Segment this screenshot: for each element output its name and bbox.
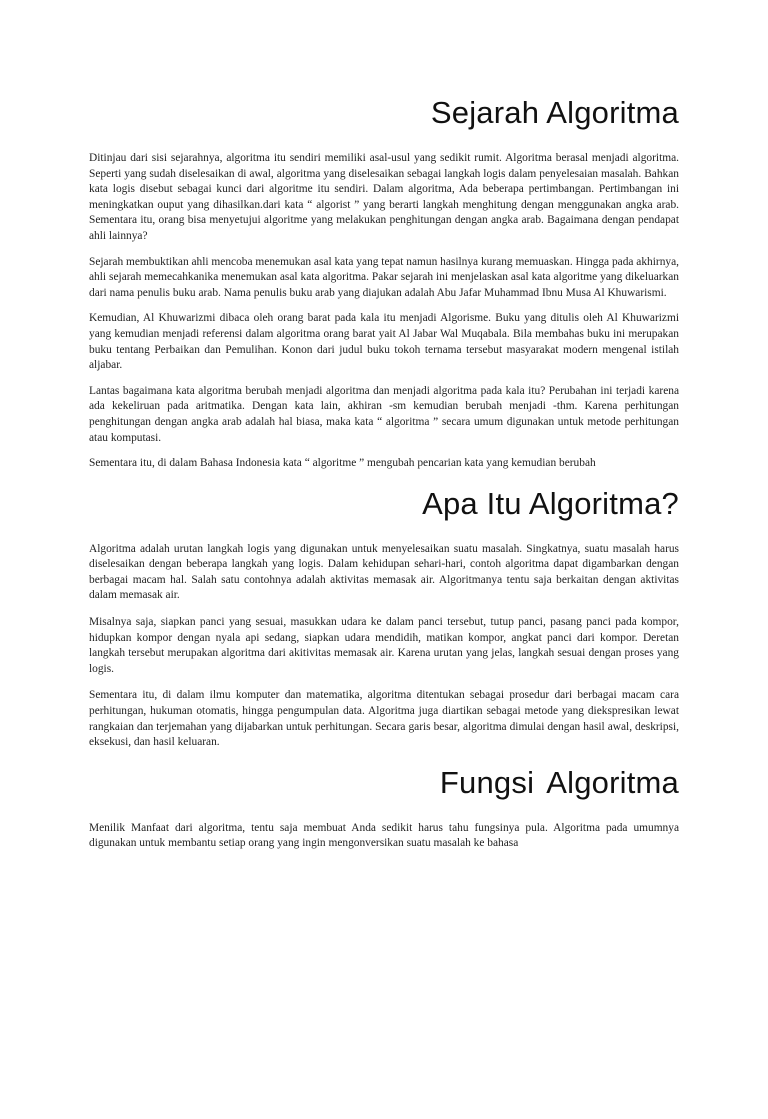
paragraph: Sementara itu, di dalam Bahasa Indonesia kata “ algoritme ” mengubah pencarian kata yang kemudian berubah (89, 457, 596, 470)
section-heading-apa-itu: Apa Itu Algoritma? (422, 485, 679, 521)
document-page (0, 95, 768, 1119)
section-heading-fungsi: Fungsi Algoritma (439, 764, 679, 800)
paragraph: Menilik Manfaat dari algoritma, tentu saja membuat Anda sedikit harus tahu fungsinya pula. Algoritma pada umumnya digunakan untuk membantu setiap orang yang ingin mengonversikan suatu masalah ke bahasa (89, 821, 679, 850)
section-heading-sejarah: Sejarah Algoritma (430, 95, 679, 130)
paragraph: Ditinjau dari sisi sejarahnya, algoritma itu sendiri memiliki asal-usul yang sedikit rumit. Algoritma berasal menjadi algoritma. Seperti yang sudah diselesaikan di awal, algoritma yang diselesaikan sebagai langkah logis dalam penyelesaian masalah. Bahkan kata logis disebut sebagai kunci dari algoritme itu sendiri. Dalam algoritma, Ada beberapa pertimbangan. Pertimbangan ini meningkatkan ouput yang dihasilkan.dari kata “ algorist ” yang berarti langkah menghitung dengan menggunakan angka arab. Sementara itu, orang bisa menyetujui algoritme yang melakukan penghitungan dengan angka arab. Bagaimana dengan pendapat ahli lainnya? (89, 152, 679, 242)
paragraph: Sementara itu, di dalam ilmu komputer dan matematika, algoritma ditentukan sebagai prosedur dari berbagai macam cara perhitungan, hukuman otomatis, hingga pengumpulan data. Algoritma juga diartikan sebagai metode yang diekspresikan lewat rangkaian dan terjemahan yang dijabarkan untuk perhitungan. Secara garis besar, algoritma dimulai dengan hasil awal, deskripsi, eksekusi, dan hasil keluaran. (89, 689, 679, 749)
paragraph: Algoritma adalah urutan langkah logis yang digunakan untuk menyelesaikan suatu masalah. Singkatnya, suatu masalah harus diselesaikan dengan beberapa langkah yang logis. Dalam kehidupan sehari-hari, contoh algoritma dapat digambarkan dengan berbagai macam hal. Salah satu contohnya adalah aktivitas memasak air. Algoritmanya tentu saja berkaitan dengan aktivitas dalam memasak air. (89, 542, 679, 602)
paragraph: Lantas bagaimana kata algoritma berubah menjadi algoritma dan menjadi algoritma pada kala itu? Perubahan ini terjadi karena ada kekeliruan pada aritmatika. Dengan kata lain, akhiran -sm kemudian berubah menjadi -thm. Karena perhitungan penghitungan dengan angka arab adalah hal biasa, maka kata “ algoritma ” secara umum digunakan untuk metode perhitungan atau komputasi. (89, 384, 679, 444)
paragraph: Sejarah membuktikan ahli mencoba menemukan asal kata yang tepat namun hasilnya kurang memuaskan. Hingga pada akhirnya, ahli sejarah memecahkanika menemukan asal kata algoritma. Pakar sejarah ini menjelaskan asal kata algoritme yang dikeluarkan dari nama penulis buku arab. Nama penulis buku arab yang diajukan adalah Abu Jafar Muhammad Ibnu Musa Al Khuwarismi. (89, 255, 679, 299)
paragraph: Misalnya saja, siapkan panci yang sesuai, masukkan udara ke dalam panci tersebut, tutup panci, pasang panci pada kompor, hidupkan kompor dengan nyala api sedang, siapkan udara mendidih, matikan kompor, angkat panci dari kompor. Deretan langkah tersebut merupakan algoritma dari akitivitas memasak air. Karena urutan yang jelas, langkah sesuai dengan proses yang logis. (89, 616, 679, 675)
paragraph: Kemudian, Al Khuwarizmi dibaca oleh orang barat pada kala itu menjadi Algorisme. Buku yang ditulis oleh Al Khuwarizmi yang kemudian menjadi referensi dalam algoritma orang barat yait Al Jabar Wal Muqabala. Bila membahas buku ini merupakan buku tentang Perbaikan dan Pemulihan. Konon dari judul buku tokoh ternama tersebut masyarakat modern mengenal istilah aljabar. (89, 312, 679, 372)
